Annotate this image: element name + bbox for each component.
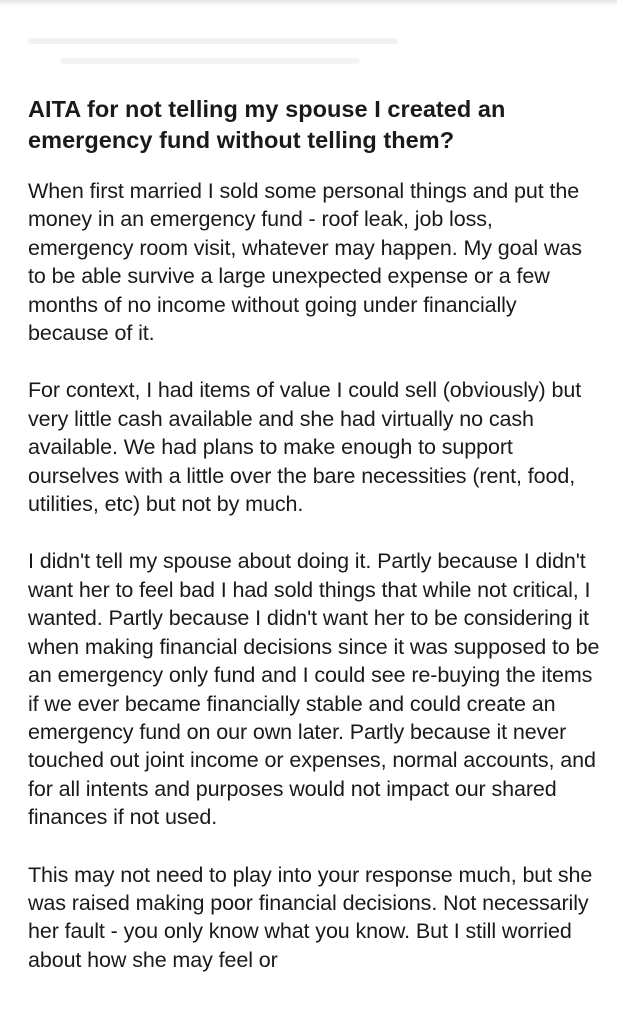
post-body <box>28 177 600 974</box>
post-paragraph: This may not need to play into your response much, but she was raised making poor financial decisions. Not necessarily her fault - you only know what you know. But I still worried about how she may feel or <box>28 862 593 972</box>
faded-header-line <box>60 58 360 64</box>
faded-header-area <box>0 0 617 88</box>
post-paragraph: For context, I had items of value I could sell (obviously) but very little cash available and she had virtually no cash available. We had plans to make enough to support ourselves with a little over the bare necessities (rent, food, utilities, etc) but not by much. <box>28 378 582 517</box>
top-edge-shadow <box>0 0 617 6</box>
faded-header-line <box>28 38 398 44</box>
post-title: AITA for not telling my spouse I created an emergency fund without telling them? <box>28 96 506 153</box>
post-paragraph: I didn't tell my spouse about doing it. Partly because I didn't want her to feel bad I had sold things that while not critical, I wanted. Partly because I didn't want her to be considering it when making financial decisions since it was supposed to be an emergency only fund and I could see re-buying the items if we ever became financially stable and could create an emergency fund on our own later. Partly because it never touched out joint income or expenses, normal accounts, and for all intents and purposes would not impact our shared finances if not used. <box>28 549 600 830</box>
post <box>28 94 600 1003</box>
post-paragraph: When first married I sold some personal things and put the money in an emergency fund - roof leak, job loss, emergency room visit, whatever may happen. My goal was to be able survive a large unexpected expense or a few months of no income without going under financially because of it. <box>28 179 582 346</box>
